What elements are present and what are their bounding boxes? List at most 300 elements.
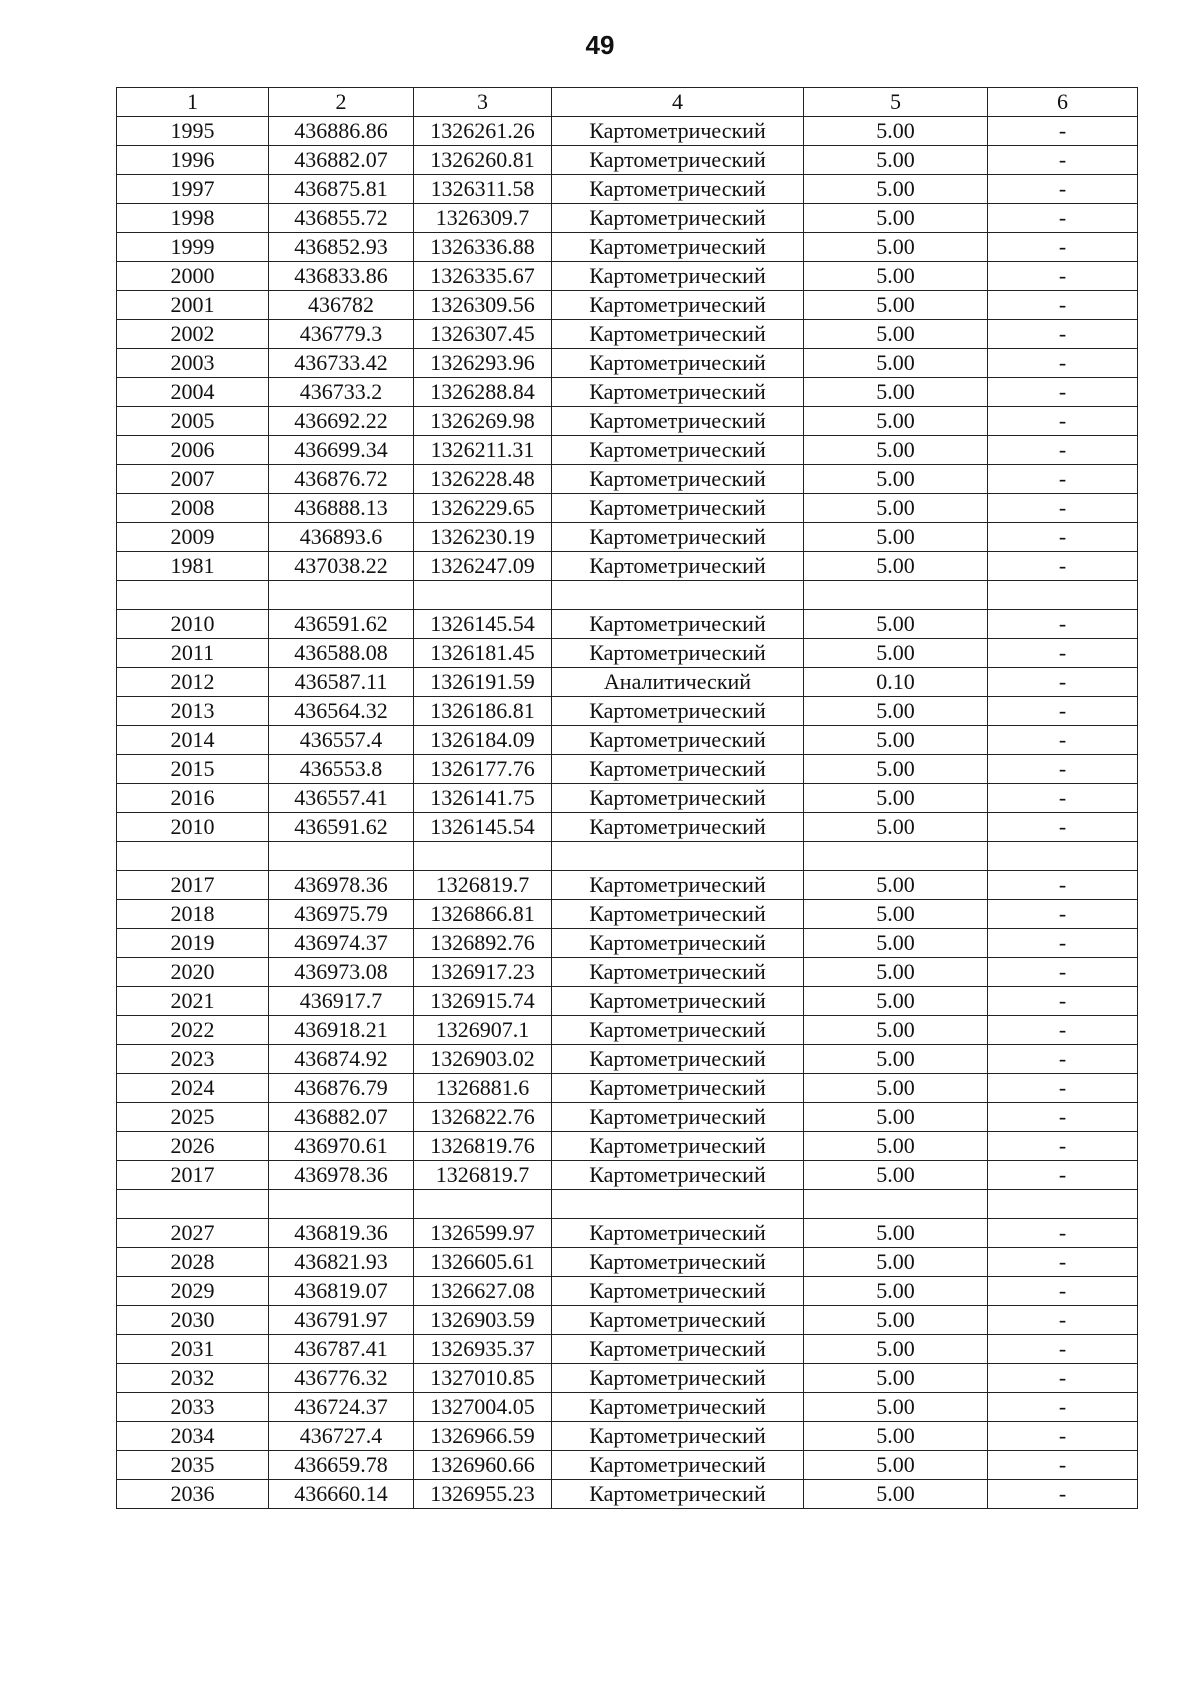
table-cell: 1326335.67: [414, 262, 552, 291]
table-cell: 1326261.26: [414, 117, 552, 146]
table-cell: -: [988, 784, 1138, 813]
table-row-separator: [117, 1190, 1138, 1219]
table-cell: 1326866.81: [414, 900, 552, 929]
table-cell: Картометрический: [552, 1335, 804, 1364]
table-cell: Картометрический: [552, 639, 804, 668]
table-cell: Картометрический: [552, 349, 804, 378]
table-cell: 1326293.96: [414, 349, 552, 378]
table-cell: 0.10: [804, 668, 988, 697]
table-row: [117, 784, 1138, 813]
table-row: [117, 436, 1138, 465]
table-cell: 1326819.7: [414, 1161, 552, 1190]
table-cell: Картометрический: [552, 1219, 804, 1248]
table-row: [117, 1393, 1138, 1422]
table-cell: 5.00: [804, 1422, 988, 1451]
table-cell: Картометрический: [552, 1393, 804, 1422]
table-row: [117, 1306, 1138, 1335]
table-row: [117, 1422, 1138, 1451]
table-cell: -: [988, 1103, 1138, 1132]
table-cell: 1981: [117, 552, 269, 581]
table-cell: Картометрический: [552, 378, 804, 407]
table-cell: Картометрический: [552, 871, 804, 900]
table-cell: 436978.36: [269, 1161, 414, 1190]
header-cell: 2: [269, 88, 414, 117]
table-cell: Картометрический: [552, 1422, 804, 1451]
table-cell: 5.00: [804, 1480, 988, 1509]
table-row: [117, 146, 1138, 175]
table-cell: Картометрический: [552, 1451, 804, 1480]
table-cell: Картометрический: [552, 1248, 804, 1277]
table-cell: [117, 581, 269, 610]
table-cell: 1326191.59: [414, 668, 552, 697]
table-cell: 2004: [117, 378, 269, 407]
table-cell: -: [988, 1161, 1138, 1190]
table-cell: 5.00: [804, 175, 988, 204]
table-cell: Картометрический: [552, 1480, 804, 1509]
table-cell: 1326627.08: [414, 1277, 552, 1306]
page-number: 49: [585, 30, 615, 60]
table-cell: -: [988, 494, 1138, 523]
table-row: [117, 233, 1138, 262]
table-cell: [988, 581, 1138, 610]
table-cell: 2024: [117, 1074, 269, 1103]
table-cell: -: [988, 987, 1138, 1016]
table-cell: -: [988, 1306, 1138, 1335]
table-cell: -: [988, 1016, 1138, 1045]
table-cell: 5.00: [804, 117, 988, 146]
table-cell: -: [988, 1132, 1138, 1161]
table-cell: 5.00: [804, 407, 988, 436]
table-cell: 5.00: [804, 1364, 988, 1393]
table-cell: 2017: [117, 871, 269, 900]
table-cell: [804, 842, 988, 871]
table-cell: 2013: [117, 697, 269, 726]
table-cell: 436875.81: [269, 175, 414, 204]
table-cell: 5.00: [804, 1277, 988, 1306]
table-cell: 5.00: [804, 552, 988, 581]
table-cell: 1326903.02: [414, 1045, 552, 1074]
table-cell: 5.00: [804, 1451, 988, 1480]
table-cell: 436973.08: [269, 958, 414, 987]
table-cell: 436791.97: [269, 1306, 414, 1335]
table-cell: Картометрический: [552, 1132, 804, 1161]
table-cell: 2017: [117, 1161, 269, 1190]
table-cell: -: [988, 1045, 1138, 1074]
coordinates-table: [116, 87, 1138, 1509]
table-cell: 1326309.7: [414, 204, 552, 233]
table-cell: 1998: [117, 204, 269, 233]
table-cell: 5.00: [804, 813, 988, 842]
table-cell: 5.00: [804, 146, 988, 175]
table-cell: -: [988, 407, 1138, 436]
table-cell: -: [988, 900, 1138, 929]
table-cell: 2016: [117, 784, 269, 813]
table-cell: 2008: [117, 494, 269, 523]
table-cell: 1326145.54: [414, 610, 552, 639]
table-row: [117, 1103, 1138, 1132]
table-cell: 2003: [117, 349, 269, 378]
table-cell: 2019: [117, 929, 269, 958]
table-cell: 436779.3: [269, 320, 414, 349]
table-cell: 1326184.09: [414, 726, 552, 755]
table-cell: -: [988, 117, 1138, 146]
table-cell: 2034: [117, 1422, 269, 1451]
table-cell: 2023: [117, 1045, 269, 1074]
table-cell: Картометрический: [552, 1045, 804, 1074]
table-cell: 2007: [117, 465, 269, 494]
table-row: [117, 291, 1138, 320]
table-cell: 436888.13: [269, 494, 414, 523]
table-cell: Картометрический: [552, 233, 804, 262]
table-body: [117, 88, 1138, 1509]
table-cell: 2010: [117, 610, 269, 639]
table-cell: 2012: [117, 668, 269, 697]
table-row: [117, 320, 1138, 349]
table-cell: -: [988, 755, 1138, 784]
table-cell: 436874.92: [269, 1045, 414, 1074]
table-cell: -: [988, 291, 1138, 320]
table-cell: Картометрический: [552, 929, 804, 958]
table-cell: Картометрический: [552, 1277, 804, 1306]
table-cell: 5.00: [804, 1248, 988, 1277]
table-cell: 5.00: [804, 1103, 988, 1132]
table-cell: [414, 581, 552, 610]
table-cell: -: [988, 1248, 1138, 1277]
table-cell: 5.00: [804, 378, 988, 407]
table-cell: 5.00: [804, 465, 988, 494]
table-cell: 1326309.56: [414, 291, 552, 320]
table-cell: -: [988, 929, 1138, 958]
table-row: [117, 407, 1138, 436]
table-cell: Картометрический: [552, 958, 804, 987]
table-cell: 436876.72: [269, 465, 414, 494]
table-cell: 1326915.74: [414, 987, 552, 1016]
header-cell: 1: [117, 88, 269, 117]
table-cell: 5.00: [804, 1393, 988, 1422]
table-cell: 5.00: [804, 958, 988, 987]
table-cell: -: [988, 813, 1138, 842]
table-cell: Картометрический: [552, 523, 804, 552]
table-cell: -: [988, 436, 1138, 465]
table-cell: -: [988, 1422, 1138, 1451]
table-cell: 5.00: [804, 1074, 988, 1103]
table-cell: 436660.14: [269, 1480, 414, 1509]
table-cell: 436659.78: [269, 1451, 414, 1480]
table-cell: 1326935.37: [414, 1335, 552, 1364]
table-cell: 1326230.19: [414, 523, 552, 552]
table-cell: 5.00: [804, 1132, 988, 1161]
table-cell: -: [988, 175, 1138, 204]
table-cell: 1327004.05: [414, 1393, 552, 1422]
table-cell: [414, 842, 552, 871]
table-cell: -: [988, 465, 1138, 494]
table-cell: 436553.8: [269, 755, 414, 784]
table-cell: 436557.4: [269, 726, 414, 755]
table-cell: -: [988, 146, 1138, 175]
table-row: [117, 1219, 1138, 1248]
table-cell: 5.00: [804, 987, 988, 1016]
table-cell: 5.00: [804, 639, 988, 668]
table-cell: 1326211.31: [414, 436, 552, 465]
table-row: [117, 1248, 1138, 1277]
table-cell: 2001: [117, 291, 269, 320]
table-cell: Аналитический: [552, 668, 804, 697]
table-cell: 436893.6: [269, 523, 414, 552]
table-cell: 436782: [269, 291, 414, 320]
table-row: [117, 958, 1138, 987]
table-cell: 2010: [117, 813, 269, 842]
table-row: [117, 726, 1138, 755]
table-row: [117, 1364, 1138, 1393]
table-cell: [988, 842, 1138, 871]
table-cell: 5.00: [804, 697, 988, 726]
table-cell: 1326892.76: [414, 929, 552, 958]
table-cell: 437038.22: [269, 552, 414, 581]
table-cell: -: [988, 1335, 1138, 1364]
table-row: [117, 1074, 1138, 1103]
table-cell: [804, 1190, 988, 1219]
table-cell: 1326229.65: [414, 494, 552, 523]
table-cell: 436692.22: [269, 407, 414, 436]
table-cell: 436564.32: [269, 697, 414, 726]
header-cell: 5: [804, 88, 988, 117]
table-row: [117, 813, 1138, 842]
table-cell: 1326177.76: [414, 755, 552, 784]
table-cell: [269, 581, 414, 610]
table-cell: 5.00: [804, 929, 988, 958]
table-cell: 2021: [117, 987, 269, 1016]
table-cell: 436882.07: [269, 146, 414, 175]
table-row: [117, 175, 1138, 204]
table-cell: 5.00: [804, 494, 988, 523]
table-cell: -: [988, 378, 1138, 407]
table-row: [117, 465, 1138, 494]
table-row: [117, 349, 1138, 378]
table-row: [117, 1277, 1138, 1306]
table-cell: -: [988, 1219, 1138, 1248]
table-cell: 5.00: [804, 784, 988, 813]
table-cell: 436886.86: [269, 117, 414, 146]
table-cell: 436727.4: [269, 1422, 414, 1451]
table-cell: -: [988, 349, 1138, 378]
table-cell: 1326819.7: [414, 871, 552, 900]
table-cell: 1326966.59: [414, 1422, 552, 1451]
table-cell: 1326260.81: [414, 146, 552, 175]
table-cell: -: [988, 1480, 1138, 1509]
table-cell: 436821.93: [269, 1248, 414, 1277]
table-cell: 1326307.45: [414, 320, 552, 349]
table-row: [117, 639, 1138, 668]
table-cell: 1326599.97: [414, 1219, 552, 1248]
table-cell: -: [988, 668, 1138, 697]
table-cell: 5.00: [804, 900, 988, 929]
table-cell: 436855.72: [269, 204, 414, 233]
table-cell: 436819.36: [269, 1219, 414, 1248]
table-cell: 436776.32: [269, 1364, 414, 1393]
table-cell: Картометрический: [552, 1016, 804, 1045]
table-cell: 1326903.59: [414, 1306, 552, 1335]
table-cell: 1326822.76: [414, 1103, 552, 1132]
table-cell: 436587.11: [269, 668, 414, 697]
table-cell: Картометрический: [552, 1161, 804, 1190]
table-cell: -: [988, 1364, 1138, 1393]
table-cell: 1326247.09: [414, 552, 552, 581]
table-row: [117, 523, 1138, 552]
table-row: [117, 871, 1138, 900]
table-row: [117, 1335, 1138, 1364]
table-cell: Картометрический: [552, 813, 804, 842]
table-cell: 5.00: [804, 1335, 988, 1364]
table-cell: 436557.41: [269, 784, 414, 813]
table-row: [117, 494, 1138, 523]
table-cell: 2025: [117, 1103, 269, 1132]
table-cell: [269, 1190, 414, 1219]
table-cell: 436918.21: [269, 1016, 414, 1045]
table-cell: Картометрический: [552, 610, 804, 639]
table-cell: -: [988, 1074, 1138, 1103]
table-cell: 1326881.6: [414, 1074, 552, 1103]
table-cell: Картометрический: [552, 262, 804, 291]
table-cell: -: [988, 523, 1138, 552]
table-cell: 2030: [117, 1306, 269, 1335]
table-row: [117, 1045, 1138, 1074]
table-cell: 5.00: [804, 1306, 988, 1335]
table-cell: 1326288.84: [414, 378, 552, 407]
table-cell: 2009: [117, 523, 269, 552]
table-cell: 1997: [117, 175, 269, 204]
table-cell: 436978.36: [269, 871, 414, 900]
table-cell: 436970.61: [269, 1132, 414, 1161]
table-cell: 5.00: [804, 726, 988, 755]
table-cell: 436975.79: [269, 900, 414, 929]
table-cell: 436876.79: [269, 1074, 414, 1103]
table-cell: 2033: [117, 1393, 269, 1422]
table-cell: 436882.07: [269, 1103, 414, 1132]
table-cell: 5.00: [804, 204, 988, 233]
table-cell: Картометрический: [552, 436, 804, 465]
table-cell: 436591.62: [269, 610, 414, 639]
table-cell: [552, 581, 804, 610]
table-cell: 1996: [117, 146, 269, 175]
table-row: [117, 697, 1138, 726]
table-cell: Картометрический: [552, 175, 804, 204]
table-cell: 5.00: [804, 1045, 988, 1074]
table-cell: 5.00: [804, 523, 988, 552]
table-cell: 436699.34: [269, 436, 414, 465]
table-cell: 2006: [117, 436, 269, 465]
table-cell: Картометрический: [552, 987, 804, 1016]
table-cell: 1326960.66: [414, 1451, 552, 1480]
table-cell: 2026: [117, 1132, 269, 1161]
table-row: [117, 378, 1138, 407]
table-cell: -: [988, 233, 1138, 262]
table-cell: 5.00: [804, 610, 988, 639]
table-cell: [414, 1190, 552, 1219]
table-cell: [117, 1190, 269, 1219]
table-cell: Картометрический: [552, 146, 804, 175]
table-cell: 1326819.76: [414, 1132, 552, 1161]
table-cell: 2022: [117, 1016, 269, 1045]
table-cell: -: [988, 697, 1138, 726]
table-cell: 2035: [117, 1451, 269, 1480]
table-cell: 5.00: [804, 233, 988, 262]
table-cell: 436974.37: [269, 929, 414, 958]
table-cell: 5.00: [804, 755, 988, 784]
table-cell: 436917.7: [269, 987, 414, 1016]
table-cell: 5.00: [804, 1219, 988, 1248]
table-cell: Картометрический: [552, 291, 804, 320]
table-cell: Картометрический: [552, 407, 804, 436]
table-cell: Картометрический: [552, 697, 804, 726]
table-cell: 436787.41: [269, 1335, 414, 1364]
table-cell: 1326228.48: [414, 465, 552, 494]
table-cell: -: [988, 1277, 1138, 1306]
table-cell: 436588.08: [269, 639, 414, 668]
header-cell: 6: [988, 88, 1138, 117]
table-row: [117, 929, 1138, 958]
table-cell: 1326907.1: [414, 1016, 552, 1045]
table-cell: 2020: [117, 958, 269, 987]
table-cell: 5.00: [804, 262, 988, 291]
table-cell: Картометрический: [552, 1364, 804, 1393]
table-row: [117, 262, 1138, 291]
table-cell: 436733.42: [269, 349, 414, 378]
table-cell: 2027: [117, 1219, 269, 1248]
table-cell: 2000: [117, 262, 269, 291]
header-cell: 3: [414, 88, 552, 117]
table-row: [117, 1451, 1138, 1480]
table-cell: 1326605.61: [414, 1248, 552, 1277]
table-cell: -: [988, 320, 1138, 349]
header-cell: 4: [552, 88, 804, 117]
table-cell: 1327010.85: [414, 1364, 552, 1393]
table-cell: Картометрический: [552, 784, 804, 813]
table-row: [117, 1132, 1138, 1161]
table-cell: -: [988, 204, 1138, 233]
table-row: [117, 900, 1138, 929]
table-row-separator: [117, 581, 1138, 610]
table-cell: 1326269.98: [414, 407, 552, 436]
table-cell: 1326955.23: [414, 1480, 552, 1509]
table-cell: Картометрический: [552, 494, 804, 523]
table-cell: Картометрический: [552, 117, 804, 146]
table-cell: 436819.07: [269, 1277, 414, 1306]
table-row: [117, 1480, 1138, 1509]
table-cell: 5.00: [804, 436, 988, 465]
table-cell: Картометрический: [552, 1306, 804, 1335]
table-cell: -: [988, 1393, 1138, 1422]
table-cell: 2036: [117, 1480, 269, 1509]
table-cell: Картометрический: [552, 1074, 804, 1103]
table-cell: 1995: [117, 117, 269, 146]
table-cell: 1326186.81: [414, 697, 552, 726]
table-row: [117, 117, 1138, 146]
table-row-separator: [117, 842, 1138, 871]
table-cell: 1326311.58: [414, 175, 552, 204]
table-row: [117, 610, 1138, 639]
table-row: [117, 204, 1138, 233]
table-row: [117, 552, 1138, 581]
table-cell: 2002: [117, 320, 269, 349]
table-cell: 1326141.75: [414, 784, 552, 813]
table-cell: 5.00: [804, 1161, 988, 1190]
table-cell: [988, 1190, 1138, 1219]
table-row: [117, 1016, 1138, 1045]
table-cell: 2031: [117, 1335, 269, 1364]
table-cell: 1326145.54: [414, 813, 552, 842]
table-header-row: [117, 88, 1138, 117]
table-cell: [552, 842, 804, 871]
